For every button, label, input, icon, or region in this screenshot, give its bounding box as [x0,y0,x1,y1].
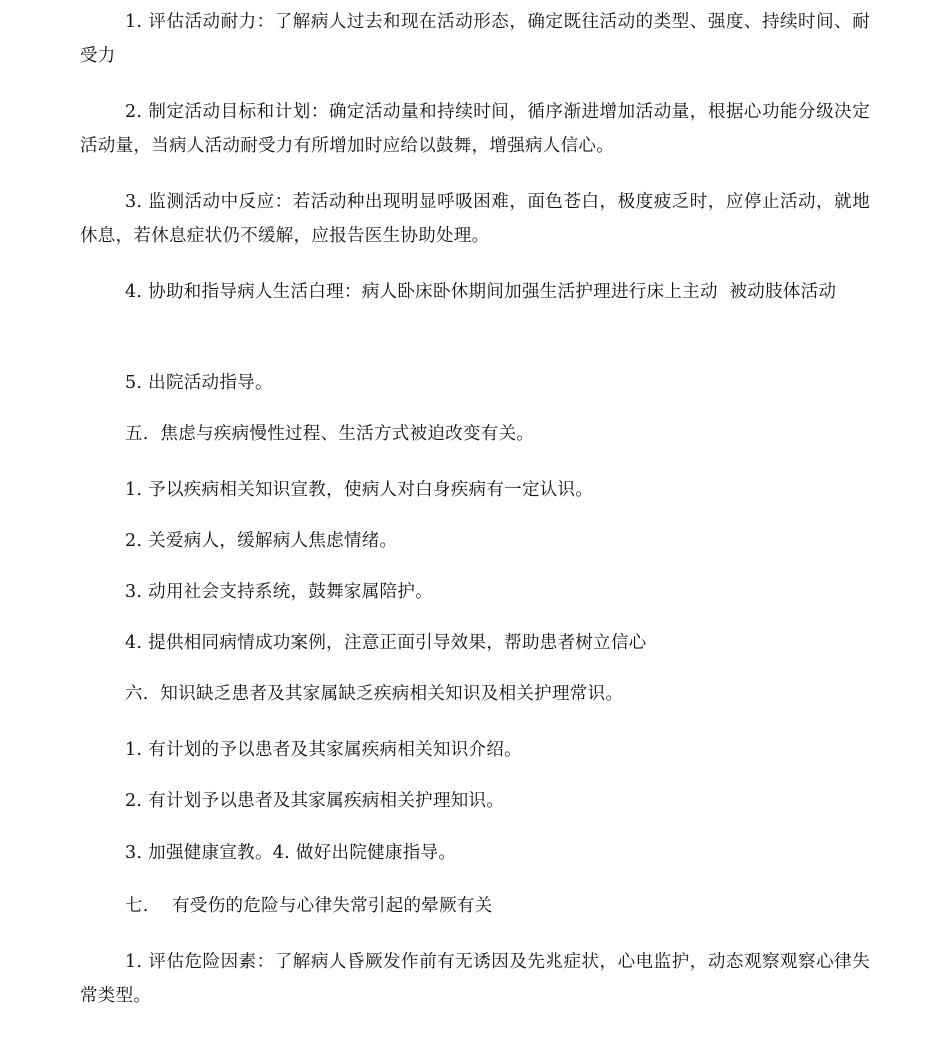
paragraph-nursing-knowledge: 2. 有计划予以患者及其家属疾病相关护理知识。 [125,791,505,811]
section-heading-anxiety: 五. 焦虑与疾病慢性过程、生活方式被迫改变有关。 [125,424,535,444]
paragraph-anxiety-education: 1. 予以疾病相关知识宣教，使病人对白身疾病有一定认识。 [125,480,594,500]
paragraph-activity-endurance: 1. 评估活动耐力：了解病人过去和现在活动形态，确定既往活动的类型、强度、持续时间、耐受力 [80,12,870,66]
paragraph-activity-monitoring: 3. 监测活动中反应：若活动种出现明显呼吸困难，面色苍白，极度疲乏时，应停止活动，就地休息，若休息症状仍不缓解，应报告医生协助处理。 [80,192,870,246]
paragraph-risk-assessment: 1. 评估危险因素：了解病人昏厥发作前有无诱因及先兆症状，心电监护，动态观察观察心律失常类型。 [80,952,870,1006]
paragraph-anxiety-care: 2. 关爱病人，缓解病人焦虑情绪。 [125,531,398,551]
section-heading-injury-risk: 七. 有受伤的危险与心律失常引起的晕厥有关 [125,896,493,916]
paragraph-success-cases: 4. 提供相同病情成功案例，注意正面引导效果，帮助患者树立信心 [125,633,647,653]
paragraph-activity-plan: 2. 制定活动目标和计划：确定活动量和持续时间，循序渐进增加活动量，根据心功能分级决定活动量，当病人活动耐受力有所增加时应给以鼓舞，增强病人信心。 [80,102,870,156]
section-heading-knowledge: 六. 知识缺乏患者及其家属缺乏疾病相关知识及相关护理常识。 [125,684,624,704]
paragraph-social-support: 3. 动用社会支持系统，鼓舞家属陪护。 [125,582,433,602]
paragraph-knowledge-intro: 1. 有计划的予以患者及其家属疾病相关知识介绍。 [125,740,522,760]
paragraph-health-education: 3. 加强健康宣教。4. 做好出院健康指导。 [125,843,457,863]
paragraph-discharge-activity: 5. 出院活动指导。 [125,373,273,393]
paragraph-self-care: 4. 协助和指导病人生活白理：病人卧床卧休期间加强生活护理进行床上主动 被动肢体活动 [125,282,837,302]
